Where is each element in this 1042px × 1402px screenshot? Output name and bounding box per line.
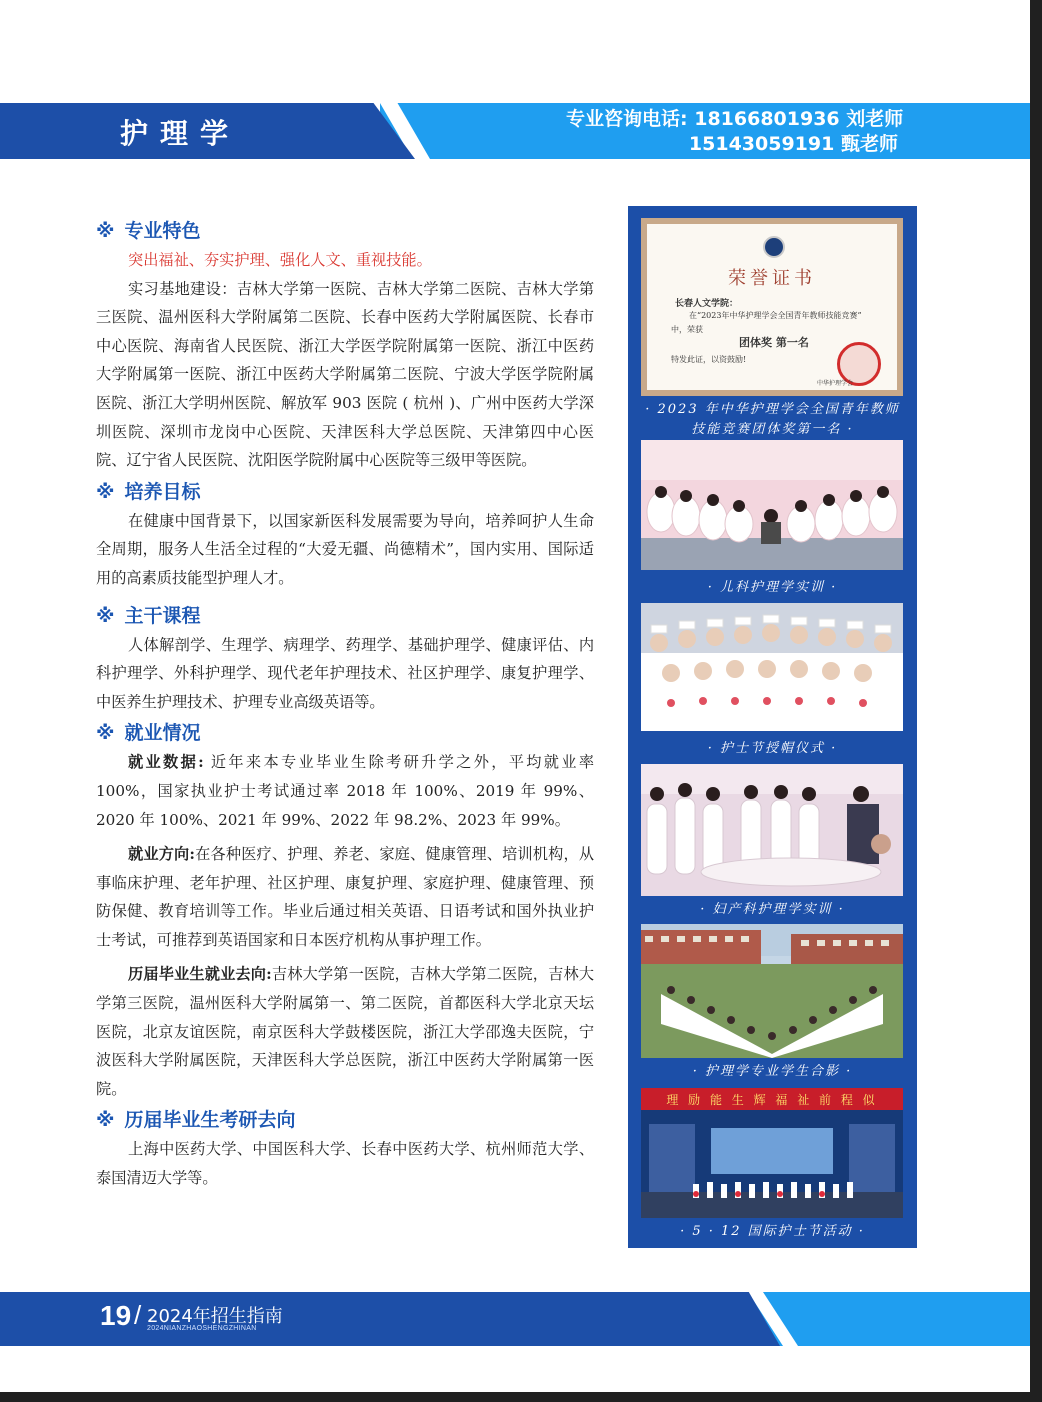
reference-mark-icon: ※ — [96, 604, 115, 627]
society-badge-icon — [763, 236, 785, 258]
section-title-employment: ※ 就业情况 — [96, 722, 201, 745]
internship-bases: 实习基地建设：吉林大学第一医院、吉林大学第二医院、吉林大学第三医院、温州医科大学附属第二医院、长春中医药大学附属医院、长春市中心医院、海南省人民医院、浙江大学医学院附属第一医院、浙江中医药大学附属第一医院、浙江中医药大学附属第二医院、宁波大学医学院附属医院、浙江大学明州医院、解放军 903 医院 ( 杭州 )、广州中医药大学深圳医院、深圳市龙岗中心医院、天津医科大学总医院、天津第四中心医院、辽宁省人民医院、沈阳医学院附属中心医院等三级甲等医院。 — [96, 279, 594, 470]
caption-obgyn: · 妇产科护理学实训 · — [700, 902, 845, 917]
capping-scene-image — [641, 603, 903, 731]
phone-row-2 — [566, 132, 898, 157]
employment-direction: 就业方向:在各种医疗、护理、养老、家庭、健康管理、培训机构，从事临床护理、老年护理、社区护理、康复护理、家庭护理、健康管理、预防保健、教育培训等工作。毕业后通过相关英语、日语考试和国外执业护士考试，可推荐到英语国家和日本医疗机构从事护理工作。 — [96, 845, 595, 949]
major-description — [96, 214, 594, 1193]
group-scene-image — [641, 924, 903, 1058]
certificate-recipient: 长春人文学院： — [675, 299, 739, 309]
phone-row-1 — [566, 107, 904, 132]
guide-title: 2024年招生指南 — [147, 1306, 283, 1327]
pediatric-scene-image — [641, 440, 903, 570]
pediatric-training-photo — [641, 440, 903, 570]
certificate-in-line: 中，荣获 — [671, 325, 703, 334]
graduate-study-text: 上海中医药大学、中国医科大学、长春中医药大学、杭州师范大学、泰国清迈大学等。 — [96, 1140, 594, 1188]
phone-number-2: 15143059191 — [688, 133, 835, 155]
page-title: 护理学 — [120, 117, 241, 150]
obgyn-training-photo — [641, 764, 903, 896]
section-title-goals: ※ 培养目标 — [96, 480, 201, 503]
certificate-issuer: 中华护理学会 — [817, 380, 854, 387]
employment-data: 就业数据: 近年来本专业毕业生除考研升学之外，平均就业率 100%，国家执业护士考试通过率 2018 年 100%、2019 年 99%、2020 年 100%、2021 年 99%、2022 年 98.2%、2023 年 99%。 — [96, 753, 595, 829]
guide-subtitle: 2024NIANZHAOSHENGZHINAN — [147, 1325, 257, 1332]
photo-rail — [628, 206, 917, 1248]
obgyn-scene-image — [641, 764, 903, 896]
nurses-day-photo — [641, 1088, 903, 1218]
certificate-title: 荣誉证书 — [728, 268, 816, 289]
reference-mark-icon: ※ — [96, 722, 115, 745]
capping-ceremony-photo — [641, 603, 903, 731]
certificate-closing: 特发此证，以资鼓励! — [671, 355, 747, 364]
reference-mark-icon: ※ — [96, 220, 115, 242]
contact-name-2: 甄老师 — [840, 133, 898, 155]
reference-mark-icon: ※ — [96, 1109, 115, 1132]
phone-label: 专业咨询电话: — [566, 108, 688, 130]
caption-capping: · 护士节授帽仪式 · — [707, 741, 838, 756]
section-title-courses: ※ 主干课程 — [96, 604, 201, 627]
features-motto: 突出福祉、夯实护理、强化人文、重视技能。 — [128, 251, 432, 269]
caption-group: · 护理学专业学生合影 · — [692, 1064, 853, 1079]
honor-certificate-photo — [641, 218, 903, 396]
consult-phone-block — [566, 107, 904, 157]
page-edge-shadow — [1030, 0, 1042, 1402]
stage-banner-text: 理 励 能 生 辉 福 祉 前 程 似 — [666, 1093, 878, 1107]
section-title-features: ※ 专业特色 — [96, 220, 201, 242]
caption-nurses-day: · 5 · 12 国际护士节活动 · — [680, 1224, 865, 1239]
section-title-graduate-study: ※ 历届毕业生考研去向 — [96, 1109, 296, 1132]
certificate-award: 团体奖 第一名 — [739, 336, 809, 349]
certificate-event: 在“2023年中华护理学会全国青年教师技能竞赛” — [689, 311, 862, 320]
page-number: 19 — [100, 1300, 132, 1331]
page-bottom-shadow — [0, 1392, 1042, 1402]
contact-name-1: 刘老师 — [846, 108, 904, 130]
goals-text: 在健康中国背景下，以国家新医科发展需要为导向，培养呵护人生命全周期，服务人生活全过程的“大爱无疆、尚德精术”，国内实用、国际适用的高素质技能型护理人才。 — [96, 511, 594, 587]
courses-text: 人体解剖学、生理学、病理学、药理学、基础护理学、健康评估、内科护理学、外科护理学、现代老年护理技术、社区护理学、康复护理学、中医养生护理技术、护理专业高级英语等。 — [96, 635, 594, 711]
graduate-destinations: 历届毕业生就业去向:吉林大学第一医院，吉林大学第二医院，吉林大学第三医院，温州医科大学附属第一、第二医院，首都医科大学北京天坛医院，北京友谊医院，南京医科大学鼓楼医院，浙江大学邵逸夫医院，宁波医科大学附属医院，天津医科大学总医院，浙江中医药大学附属第一医院。 — [96, 965, 595, 1098]
group-photo — [641, 924, 903, 1058]
reference-mark-icon: ※ — [96, 480, 115, 503]
page-slash: / — [134, 1300, 142, 1330]
caption-pediatric: · 儿科护理学实训 · — [707, 580, 838, 595]
caption-certificate: · 2023 年中华护理学会全国青年教师 技能竞赛团体奖第一名 · — [645, 402, 900, 437]
phone-number-1: 18166801936 — [694, 108, 840, 130]
